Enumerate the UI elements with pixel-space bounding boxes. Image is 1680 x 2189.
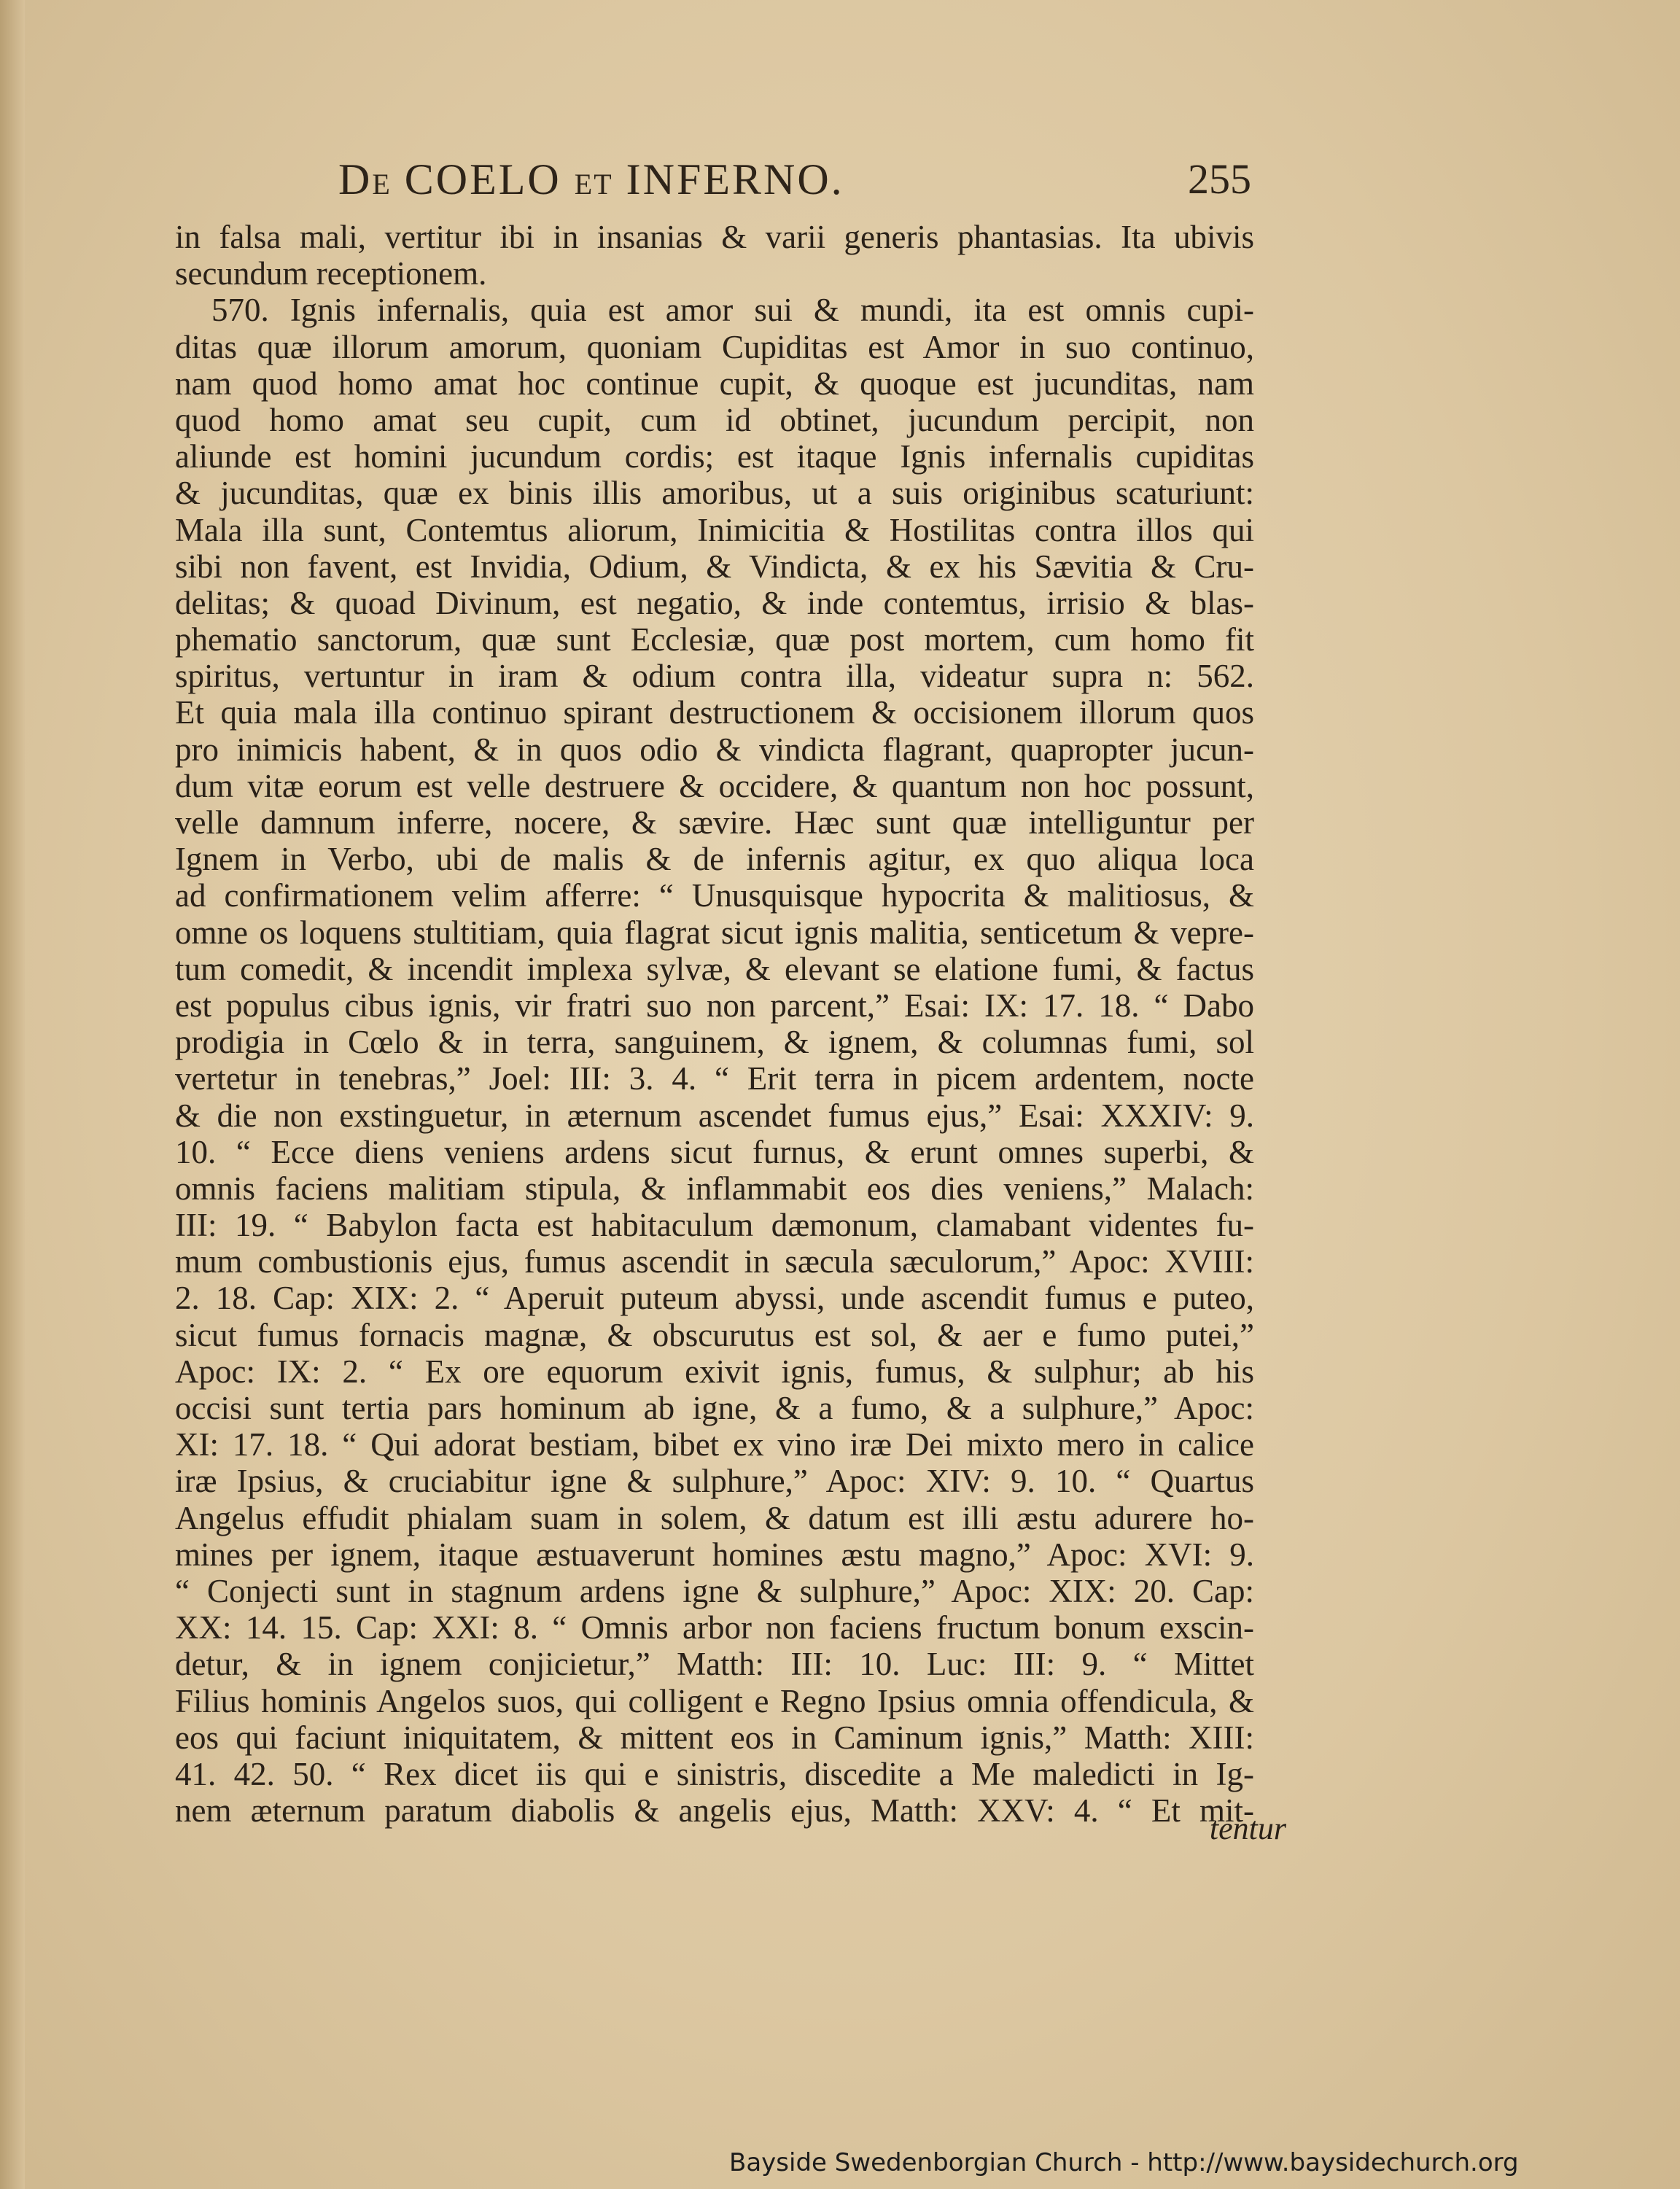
text-line: spiritus, vertuntur in iram & odium contra illa, videatur supra n: 562. <box>175 658 1254 695</box>
title-inferno: INFERNO. <box>612 155 844 203</box>
text-line: Apoc: IX: 2. “ Ex ore equorum exivit ignis, fumus, & sulphur; ab his <box>175 1353 1254 1390</box>
title-coelo: COELO <box>391 155 575 203</box>
running-title <box>338 155 844 205</box>
text-line: XX: 14. 15. Cap: XXI: 8. “ Omnis arbor non faciens fructum bonum exscin- <box>175 1609 1254 1646</box>
text-line: mum combustionis ejus, fumus ascendit in sæcula sæculorum,” Apoc: XVIII: <box>175 1243 1254 1280</box>
text-line: velle damnum inferre, nocere, & sævire. Hæc sunt quæ intelliguntur per <box>175 804 1254 841</box>
text-line: in falsa mali, vertitur ibi in insanias & varii generis phantasias. Ita ubivis <box>175 219 1254 255</box>
text-line: occisi sunt tertia pars hominum ab igne, & a fumo, & a sulphure,” Apoc: <box>175 1390 1254 1426</box>
text-line: iræ Ipsius, & cruciabitur igne & sulphure,” Apoc: XIV: 9. 10. “ Quartus <box>175 1463 1254 1500</box>
text-line: ditas quæ illorum amorum, quoniam Cupiditas est Amor in suo continuo, <box>175 328 1254 365</box>
text-line: vertetur in tenebras,” Joel: III: 3. 4. “ Erit terra in picem ardentem, nocte <box>175 1060 1254 1097</box>
title-de: D <box>338 155 373 203</box>
text-line: dum vitæ eorum est velle destruere & occidere, & quantum non hoc possunt, <box>175 767 1254 804</box>
running-header <box>331 155 1251 220</box>
text-line: Filius hominis Angelos suos, qui colligent e Regno Ipsius omnia offendicula, & <box>175 1682 1254 1719</box>
text-line: 2. 18. Cap: XIX: 2. “ Aperuit puteum abyssi, unde ascendit fumus e puteo, <box>175 1280 1254 1317</box>
text-line: XI: 17. 18. “ Qui adorat bestiam, bibet ex vino iræ Dei mixto mero in calice <box>175 1426 1254 1463</box>
text-line: Angelus effudit phialam suam in solem, & datum est illi æstu adurere ho- <box>175 1499 1254 1536</box>
text-line: & die non exstinguetur, in æternum ascendet fumus ejus,” Esai: XXXIV: 9. <box>175 1097 1254 1134</box>
text-line: ad confirmationem velim afferre: “ Unusquisque hypocrita & malitiosus, & <box>175 877 1254 914</box>
body-text <box>175 219 1254 1829</box>
text-line: detur, & in ignem conjicietur,” Matth: III: 10. Luc: III: 9. “ Mittet <box>175 1646 1254 1683</box>
text-line: “ Conjecti sunt in stagnum ardens igne & sulphure,” Apoc: XIX: 20. Cap: <box>175 1572 1254 1609</box>
text-line: eos qui faciunt iniquitatem, & mittent eos in Caminum ignis,” Matth: XIII: <box>175 1719 1254 1756</box>
text-line: pro inimicis habent, & in quos odio & vindicta flagrant, quapropter jucun- <box>175 731 1254 768</box>
watermark-credit: Bayside Swedenborgian Church - http://www.baysidechurch.org <box>729 2148 1519 2177</box>
text-line: nam quod homo amat hoc continue cupit, & quoque est jucunditas, nam <box>175 365 1254 402</box>
page-number: 255 <box>1188 155 1251 203</box>
text-line: mines per ignem, itaque æstuaverunt homines æstu magno,” Apoc: XVI: 9. <box>175 1536 1254 1573</box>
text-line: secundum receptionem. <box>175 255 487 292</box>
text-line: nem æternum paratum diabolis & angelis ejus, Matth: XXV: 4. “ Et mit- <box>175 1792 1254 1830</box>
text-line: 10. “ Ecce diens veniens ardens sicut furnus, & erunt omnes superbi, & <box>175 1133 1254 1170</box>
text-line: prodigia in Cœlo & in terra, sanguinem, & ignem, & columnas fumi, sol <box>175 1024 1254 1061</box>
text-line: delitas; & quoad Divinum, est negatio, & inde contemtus, irrisio & blas- <box>175 584 1254 621</box>
page-spine-shadow <box>0 0 25 2189</box>
catchword: tentur <box>1209 1811 1286 1846</box>
text-line: Et quia mala illa continuo spirant destructionem & occisionem illorum quos <box>175 694 1254 731</box>
title-de-small: E <box>372 168 392 201</box>
text-line: aliunde est homini jucundum cordis; est itaque Ignis infernalis cupiditas <box>175 438 1254 475</box>
text-line: omne os loquens stultitiam, quia flagrat sicut ignis malitia, senticetum & vepre- <box>175 914 1254 951</box>
text-line: & jucunditas, quæ ex binis illis amoribus, ut a suis originibus scaturiunt: <box>175 475 1254 512</box>
text-line: sibi non favent, est Invidia, Odium, & Vindicta, & ex his Sævitia & Cru- <box>175 548 1254 585</box>
text-line: III: 19. “ Babylon facta est habitaculum dæmonum, clamabant videntes fu- <box>175 1207 1254 1244</box>
text-line: tum comedit, & incendit implexa sylvæ, & elevant se elatione fumi, & factus <box>175 950 1254 987</box>
text-line: Mala illa sunt, Contemtus aliorum, Inimicitia & Hostilitas contra illos qui <box>175 511 1254 548</box>
text-line: omnis faciens malitiam stipula, & inflammabit eos dies veniens,” Malach: <box>175 1170 1254 1207</box>
text-line: Ignem in Verbo, ubi de malis & de infernis agitur, ex quo aliqua loca <box>175 841 1254 878</box>
title-et: ET <box>574 168 613 201</box>
text-line: sicut fumus fornacis magnæ, & obscurutus est sol, & aer e fumo putei,” <box>175 1316 1254 1353</box>
text-line: est populus cibus ignis, vir fratri suo non parcent,” Esai: IX: 17. 18. “ Dabo <box>175 987 1254 1024</box>
text-line: 570. Ignis infernalis, quia est amor sui & mundi, ita est omnis cupi- <box>211 292 1254 329</box>
text-line: 41. 42. 50. “ Rex dicet iis qui e sinistris, discedite a Me maledicti in Ig- <box>175 1755 1254 1792</box>
text-line: quod homo amat seu cupit, cum id obtinet, jucundum percipit, non <box>175 401 1254 438</box>
text-line: phematio sanctorum, quæ sunt Ecclesiæ, quæ post mortem, cum homo fit <box>175 621 1254 658</box>
